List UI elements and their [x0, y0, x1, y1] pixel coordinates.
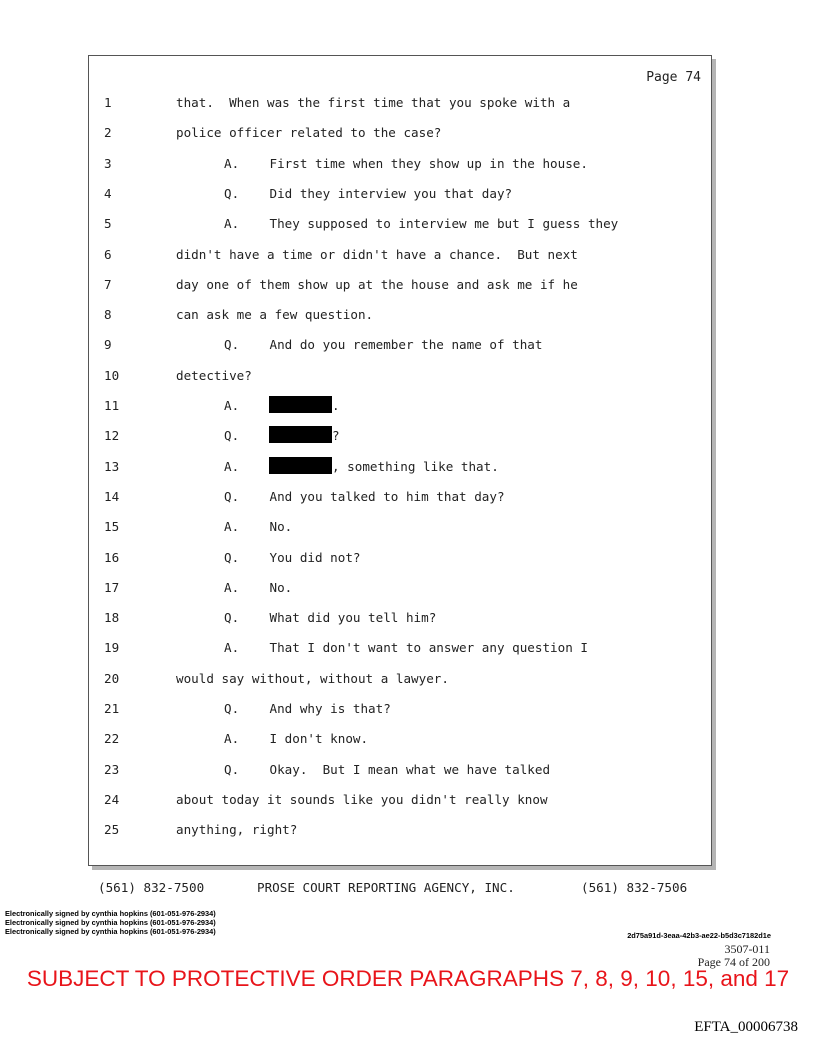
line-text: ? [332, 428, 340, 444]
line-number: 18 [104, 610, 120, 626]
line-number: 5 [104, 216, 112, 232]
line-text: anything, right? [176, 822, 298, 838]
transcript-line [89, 305, 711, 325]
transcript-line [89, 548, 711, 568]
redacted-line-content [269, 426, 340, 446]
line-text: detective? [176, 367, 252, 383]
transcript-line [89, 517, 711, 537]
line-number: 7 [104, 276, 112, 292]
line-text: A. No. [224, 579, 293, 595]
transcript-line [89, 487, 711, 507]
agency-name: PROSE COURT REPORTING AGENCY, INC. [257, 880, 515, 895]
line-number: 2 [104, 125, 112, 141]
transcript-line [89, 214, 711, 234]
transcript-line [89, 669, 711, 689]
line-number: 19 [104, 640, 120, 656]
line-number: 9 [104, 337, 112, 353]
line-number: 6 [104, 246, 112, 262]
line-text: can ask me a few question. [176, 307, 374, 323]
speaker-label: A. [224, 398, 240, 413]
speaker-label: Q. [224, 428, 240, 444]
protective-order-notice: SUBJECT TO PROTECTIVE ORDER PARAGRAPHS 7, 8, 9, 10, 15, and 17 [26, 966, 790, 991]
page-of-total: Page 74 of 200 [697, 955, 770, 969]
signature-line-2: Electronically signed by cynthia hopkins (601-051-976-2934) [5, 918, 216, 927]
transcript-line [89, 457, 711, 477]
transcript-line [89, 760, 711, 780]
line-number: 3 [104, 155, 112, 171]
redacted-line-content [269, 396, 340, 416]
line-number: 21 [104, 701, 120, 716]
line-text: A. That I don't want to answer any question I [224, 640, 588, 656]
line-text: about today it sounds like you didn't really know [176, 791, 548, 807]
line-number: 23 [104, 761, 120, 777]
line-text: Q. Okay. But I mean what we have talked [224, 761, 551, 777]
redacted-line-content [269, 457, 499, 477]
page-number-label: Page 74 [646, 70, 701, 85]
redaction-box [269, 396, 332, 413]
redaction-box [269, 457, 332, 474]
line-text: A. I don't know. [224, 731, 369, 747]
document-id: 3507-011 [724, 942, 770, 956]
line-text: would say without, without a lawyer. [176, 670, 449, 686]
transcript-line [89, 396, 711, 416]
line-number: 25 [104, 822, 120, 838]
line-number: 16 [104, 549, 120, 565]
signature-line-3: Electronically signed by cynthia hopkins (601-051-976-2934) [5, 927, 216, 936]
document-hash: 2d75a91d-3eaa-42b3-ae22-b5d3c7182d1e [627, 931, 771, 940]
transcript-line [89, 154, 711, 174]
line-number: 1 [104, 95, 112, 110]
line-number: 14 [104, 488, 120, 504]
transcript-line [89, 93, 711, 113]
transcript-line [89, 245, 711, 265]
line-text: Q. And do you remember the name of that [224, 337, 543, 353]
line-number: 13 [104, 458, 120, 474]
line-number: 12 [104, 428, 120, 444]
bates-number: EFTA_00006738 [694, 1019, 798, 1035]
transcript-line [89, 699, 711, 719]
transcript-line [89, 426, 711, 446]
line-text: that. When was the first time that you spoke with a [176, 95, 571, 110]
line-number: 11 [104, 398, 120, 413]
transcript-line [89, 578, 711, 598]
redaction-box [269, 426, 332, 443]
line-text: Q. You did not? [224, 549, 361, 565]
line-text: Q. And you talked to him that day? [224, 488, 505, 504]
transcript-line [89, 275, 711, 295]
line-text: . [332, 398, 340, 413]
line-number: 4 [104, 185, 112, 201]
transcript-line [89, 184, 711, 204]
line-text: Q. And why is that? [224, 701, 391, 716]
transcript-line [89, 820, 711, 840]
line-number: 15 [104, 519, 120, 535]
phone-right: (561) 832-7506 [581, 880, 688, 895]
signature-line-1: Electronically signed by cynthia hopkins (601-051-976-2934) [5, 909, 216, 918]
line-text: A. First time when they show up in the house. [224, 155, 588, 171]
transcript-line [89, 366, 711, 386]
line-text: Q. Did they interview you that day? [224, 185, 513, 201]
line-text: A. No. [224, 519, 293, 535]
transcript-line [89, 729, 711, 749]
line-text: A. They supposed to interview me but I guess they [224, 216, 619, 232]
transcript-line [89, 638, 711, 658]
transcript-page-frame [88, 55, 712, 866]
line-number: 10 [104, 367, 120, 383]
line-number: 8 [104, 307, 112, 323]
transcript-line [89, 790, 711, 810]
line-text: , something like that. [332, 458, 499, 474]
line-text: didn't have a time or didn't have a chance. But next [176, 246, 578, 262]
line-number: 17 [104, 579, 120, 595]
line-text: police officer related to the case? [176, 125, 442, 141]
transcript-line [89, 335, 711, 355]
transcript-line [89, 123, 711, 143]
transcript-line [89, 608, 711, 628]
line-number: 22 [104, 731, 120, 747]
phone-left: (561) 832-7500 [98, 880, 205, 895]
line-text: Q. What did you tell him? [224, 610, 437, 626]
line-text: day one of them show up at the house and ask me if he [176, 276, 578, 292]
speaker-label: A. [224, 458, 240, 474]
line-number: 20 [104, 670, 120, 686]
line-number: 24 [104, 791, 120, 807]
